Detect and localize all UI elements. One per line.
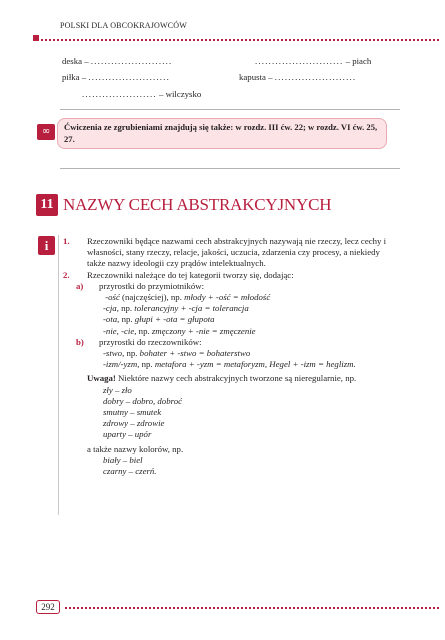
- list-item: dobry – dobro, dobroć: [103, 395, 183, 406]
- rule-line: -ota, np. głupi + -ota = głupota: [103, 314, 215, 325]
- exercise-line-kapusta: kapusta – ........................: [239, 72, 357, 82]
- color-examples: [63, 455, 393, 477]
- colors-intro: a także nazwy kolorów, np.: [87, 443, 184, 454]
- header-square: [33, 35, 39, 41]
- exercise-line-piach: .......................... – piach: [255, 56, 372, 66]
- divider: [60, 109, 400, 110]
- footer-dotted-rule: [65, 607, 439, 609]
- paragraph-2: 2. Rzeczowniki należące do tej kategorii tworzy się, dodając:: [63, 269, 294, 280]
- reference-box: [57, 118, 387, 149]
- list-item: biały – biel: [103, 454, 143, 465]
- paragraph-1: 1. Rzeczowniki będące nazwami cech abstrakcyjnych nazywają nie rzeczy, lecz cechy i własności, stany rzeczy, relacje, jakości, uczucia, zdarzenia czy procesy, a niekiedy także nazwy ideologii czy prądów intelektualnych.: [63, 236, 387, 269]
- rule-line: -stwo, np. bohater + -stwo = bohaterstwo: [103, 348, 251, 359]
- list-item: smutny – smutek: [103, 407, 162, 418]
- rule-line: -izm/-yzm, np. metafora + -yzm = metaforyzm, Hegel + -izm = heglizm.: [103, 359, 356, 370]
- note-paragraph: Uwaga! Niektóre nazwy cech abstrakcyjnych tworzone są nieregularnie, np.: [87, 373, 357, 384]
- divider: [60, 168, 400, 169]
- header-dotted-rule: [41, 39, 439, 41]
- reference-text: Ćwiczenia ze zgrubieniami znajdują się także: w rozdz. III ćw. 22; w rozdz. VI ćw. 25, 27.: [64, 122, 378, 144]
- rule-line: -cja, np. tolerancyjny + -cja = tolerancja: [103, 303, 249, 314]
- info-icon: i: [38, 236, 55, 255]
- page-number: 292: [36, 600, 60, 614]
- list-item: zdrowy – zdrowie: [103, 418, 165, 429]
- list-item: czarny – czerń.: [103, 466, 157, 477]
- section-number: 11: [36, 194, 58, 216]
- exercise-line-wilczysko: ...................... – wilczysko: [82, 89, 202, 99]
- section-content: [63, 236, 393, 477]
- running-header: POLSKI DLA OBCOKRAJOWCÓW: [60, 21, 188, 30]
- link-icon: ∞: [37, 124, 55, 140]
- subpoint-a: a) przyrostki do przymiotników:: [76, 280, 205, 291]
- subpoint-b: b) przyrostki do rzeczowników:: [76, 336, 202, 347]
- rule-line: -ość (najczęściej), np. młody + -ość = młodość: [105, 292, 271, 303]
- irregular-examples: [63, 385, 393, 441]
- exercise-line-pilka: piłka – ........................: [62, 72, 170, 82]
- content-rule: [58, 235, 59, 515]
- list-item: uparty – upór: [103, 429, 152, 440]
- exercise-line-deska: deska – ........................: [62, 56, 173, 66]
- list-item: zły – zło: [103, 384, 132, 395]
- rule-line: -nie, -cie, np. zmęczony + -nie = zmęczenie: [103, 325, 256, 336]
- section-title: NAZWY CECH ABSTRAKCYJNYCH: [63, 195, 332, 214]
